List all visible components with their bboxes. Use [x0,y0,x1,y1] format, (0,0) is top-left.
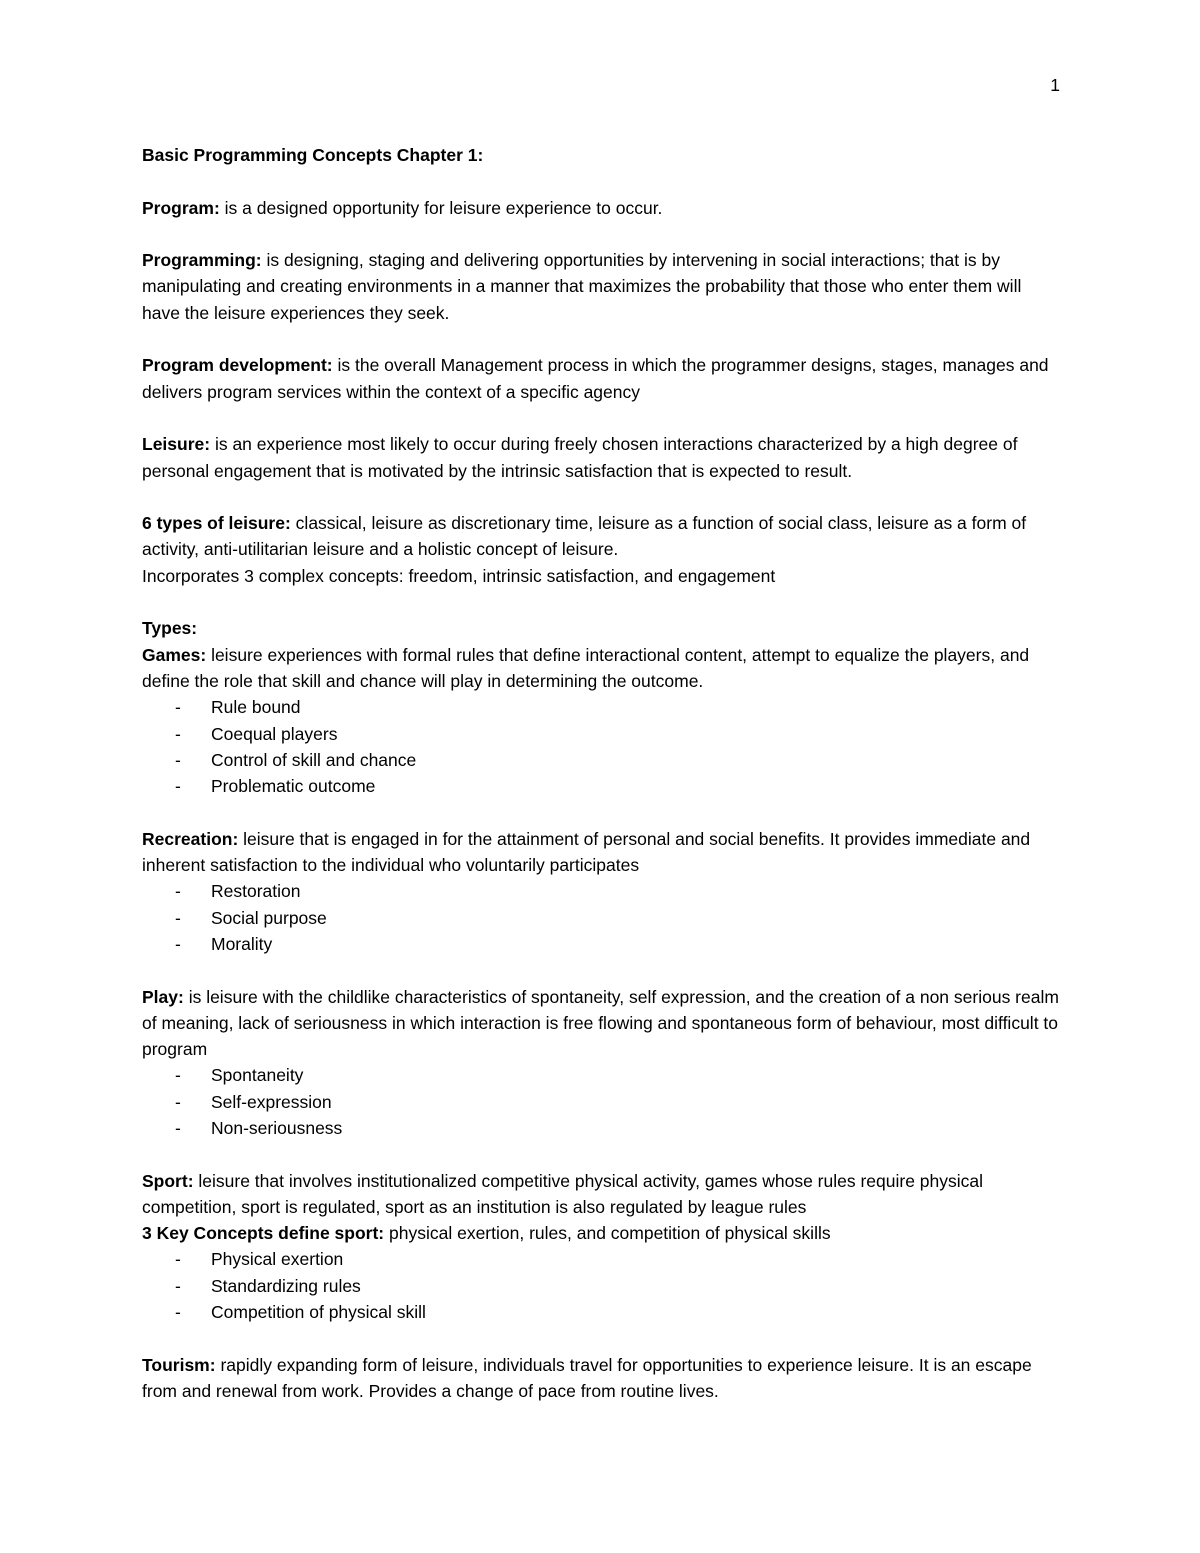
list-item-text: Social purpose [211,907,327,928]
list-item-text: Rule bound [211,697,301,718]
definition-recreation [142,826,1062,879]
list-item [142,694,1062,720]
definition-sport [142,1168,1062,1221]
list-item [142,773,1062,799]
list-item [142,1115,1062,1141]
term: Tourism: [142,1354,216,1375]
list-item-text: Competition of physical skill [211,1302,426,1323]
recreation-bullet-list [142,878,1062,957]
bullet-dash: - [175,1302,181,1323]
term: Program development: [142,355,333,376]
definition-text: leisure experiences with formal rules that define interactional content, attempt to equalize the players, and define the role that skill and chance will play in determining the outcome. [142,644,1030,691]
definition-text: leisure that involves institutionalized competitive physical activity, games whose rules require physical competition, sport is regulated, sport as an institution is also regulated by league rules [142,1170,984,1217]
definition-text: is a designed opportunity for leisure experience to occur. [219,197,663,218]
bullet-dash: - [175,1275,181,1296]
bullet-dash: - [175,907,181,928]
six-types-note: Incorporates 3 complex concepts: freedom, intrinsic satisfaction, and engagement [142,565,776,586]
bullet-dash: - [175,776,181,797]
definition-program [142,195,1062,221]
bullet-dash: - [175,1117,181,1138]
definition-text: is the overall Management process in which the programmer designs, stages, manages and delivers program services within the context of a specific agency [142,355,1049,402]
list-item [142,878,1062,904]
bullet-dash: - [175,697,181,718]
list-item-text: Problematic outcome [211,776,376,797]
term: Play: [142,986,184,1007]
heading-text: Types: [142,618,198,639]
definition-program-development [142,352,1062,405]
list-item [142,1089,1062,1115]
list-item [142,1062,1062,1088]
term: Sport: [142,1170,194,1191]
term: 3 Key Concepts define sport: [142,1223,385,1244]
bullet-dash: - [175,749,181,770]
list-item-text: Morality [211,933,273,954]
definition-programming [142,247,1062,326]
definition-text: is designing, staging and delivering opportunities by intervening in social interactions; that is by manipulating and creating environments in a manner that maximizes the probability that those who enter them will have the leisure experiences they seek. [142,250,1022,323]
bullet-dash: - [175,1065,181,1086]
list-item [142,931,1062,957]
definition-text: rapidly expanding form of leisure, individuals travel for opportunities to experience leisure. It is an escape from and renewal from work. Provides a change of pace from routine lives. [142,1354,1032,1401]
list-item [142,1246,1062,1272]
page-number: 1 [1050,75,1060,95]
sport-bullet-list [142,1246,1062,1325]
definition-six-types [142,510,1062,563]
definition-tourism [142,1352,1062,1405]
bullet-dash: - [175,723,181,744]
list-item-text: Self-expression [211,1091,332,1112]
definition-text: physical exertion, rules, and competition of physical skills [384,1223,831,1244]
term: Leisure: [142,434,211,455]
bullet-dash: - [175,1091,181,1112]
document-body [142,142,1062,1404]
definition-games [142,642,1062,695]
list-item-text: Physical exertion [211,1249,344,1270]
term: Program: [142,197,220,218]
term: Games: [142,644,207,665]
list-item [142,1299,1062,1325]
list-item [142,905,1062,931]
list-item-text: Control of skill and chance [211,749,417,770]
definition-text: classical, leisure as discretionary time, leisure as a function of social class, leisure as a form of activity, anti-utilitarian leisure and a holistic concept of leisure. [142,513,1027,560]
list-item [142,1273,1062,1299]
bullet-dash: - [175,881,181,902]
definition-text: is leisure with the childlike characteristics of spontaneity, self expression, and the creation of a non serious realm of meaning, lack of seriousness in which interaction is free flowing and spontaneous form of behaviour, most difficult to program [142,986,1059,1060]
sport-key-concepts [142,1220,1062,1246]
bullet-dash: - [175,1249,181,1270]
definition-leisure [142,431,1062,484]
list-item [142,747,1062,773]
list-item-text: Restoration [211,881,301,902]
list-item-text: Coequal players [211,723,338,744]
games-bullet-list [142,694,1062,799]
page-title: Basic Programming Concepts Chapter 1: [142,145,484,165]
term: Recreation: [142,828,239,849]
play-bullet-list [142,1062,1062,1141]
definition-play [142,984,1062,1063]
definition-text: is an experience most likely to occur during freely chosen interactions characterized by a high degree of personal engagement that is motivated by the intrinsic satisfaction that is expected to result. [142,434,1018,481]
term: Programming: [142,250,262,271]
list-item-text: Standardizing rules [211,1275,361,1296]
list-item-text: Non-seriousness [211,1117,343,1138]
bullet-dash: - [175,933,181,954]
types-heading [142,615,1062,641]
list-item [142,721,1062,747]
term: 6 types of leisure: [142,513,291,534]
list-item-text: Spontaneity [211,1065,304,1086]
definition-text: leisure that is engaged in for the attainment of personal and social benefits. It provides immediate and inherent satisfaction to the individual who voluntarily participates [142,828,1031,876]
